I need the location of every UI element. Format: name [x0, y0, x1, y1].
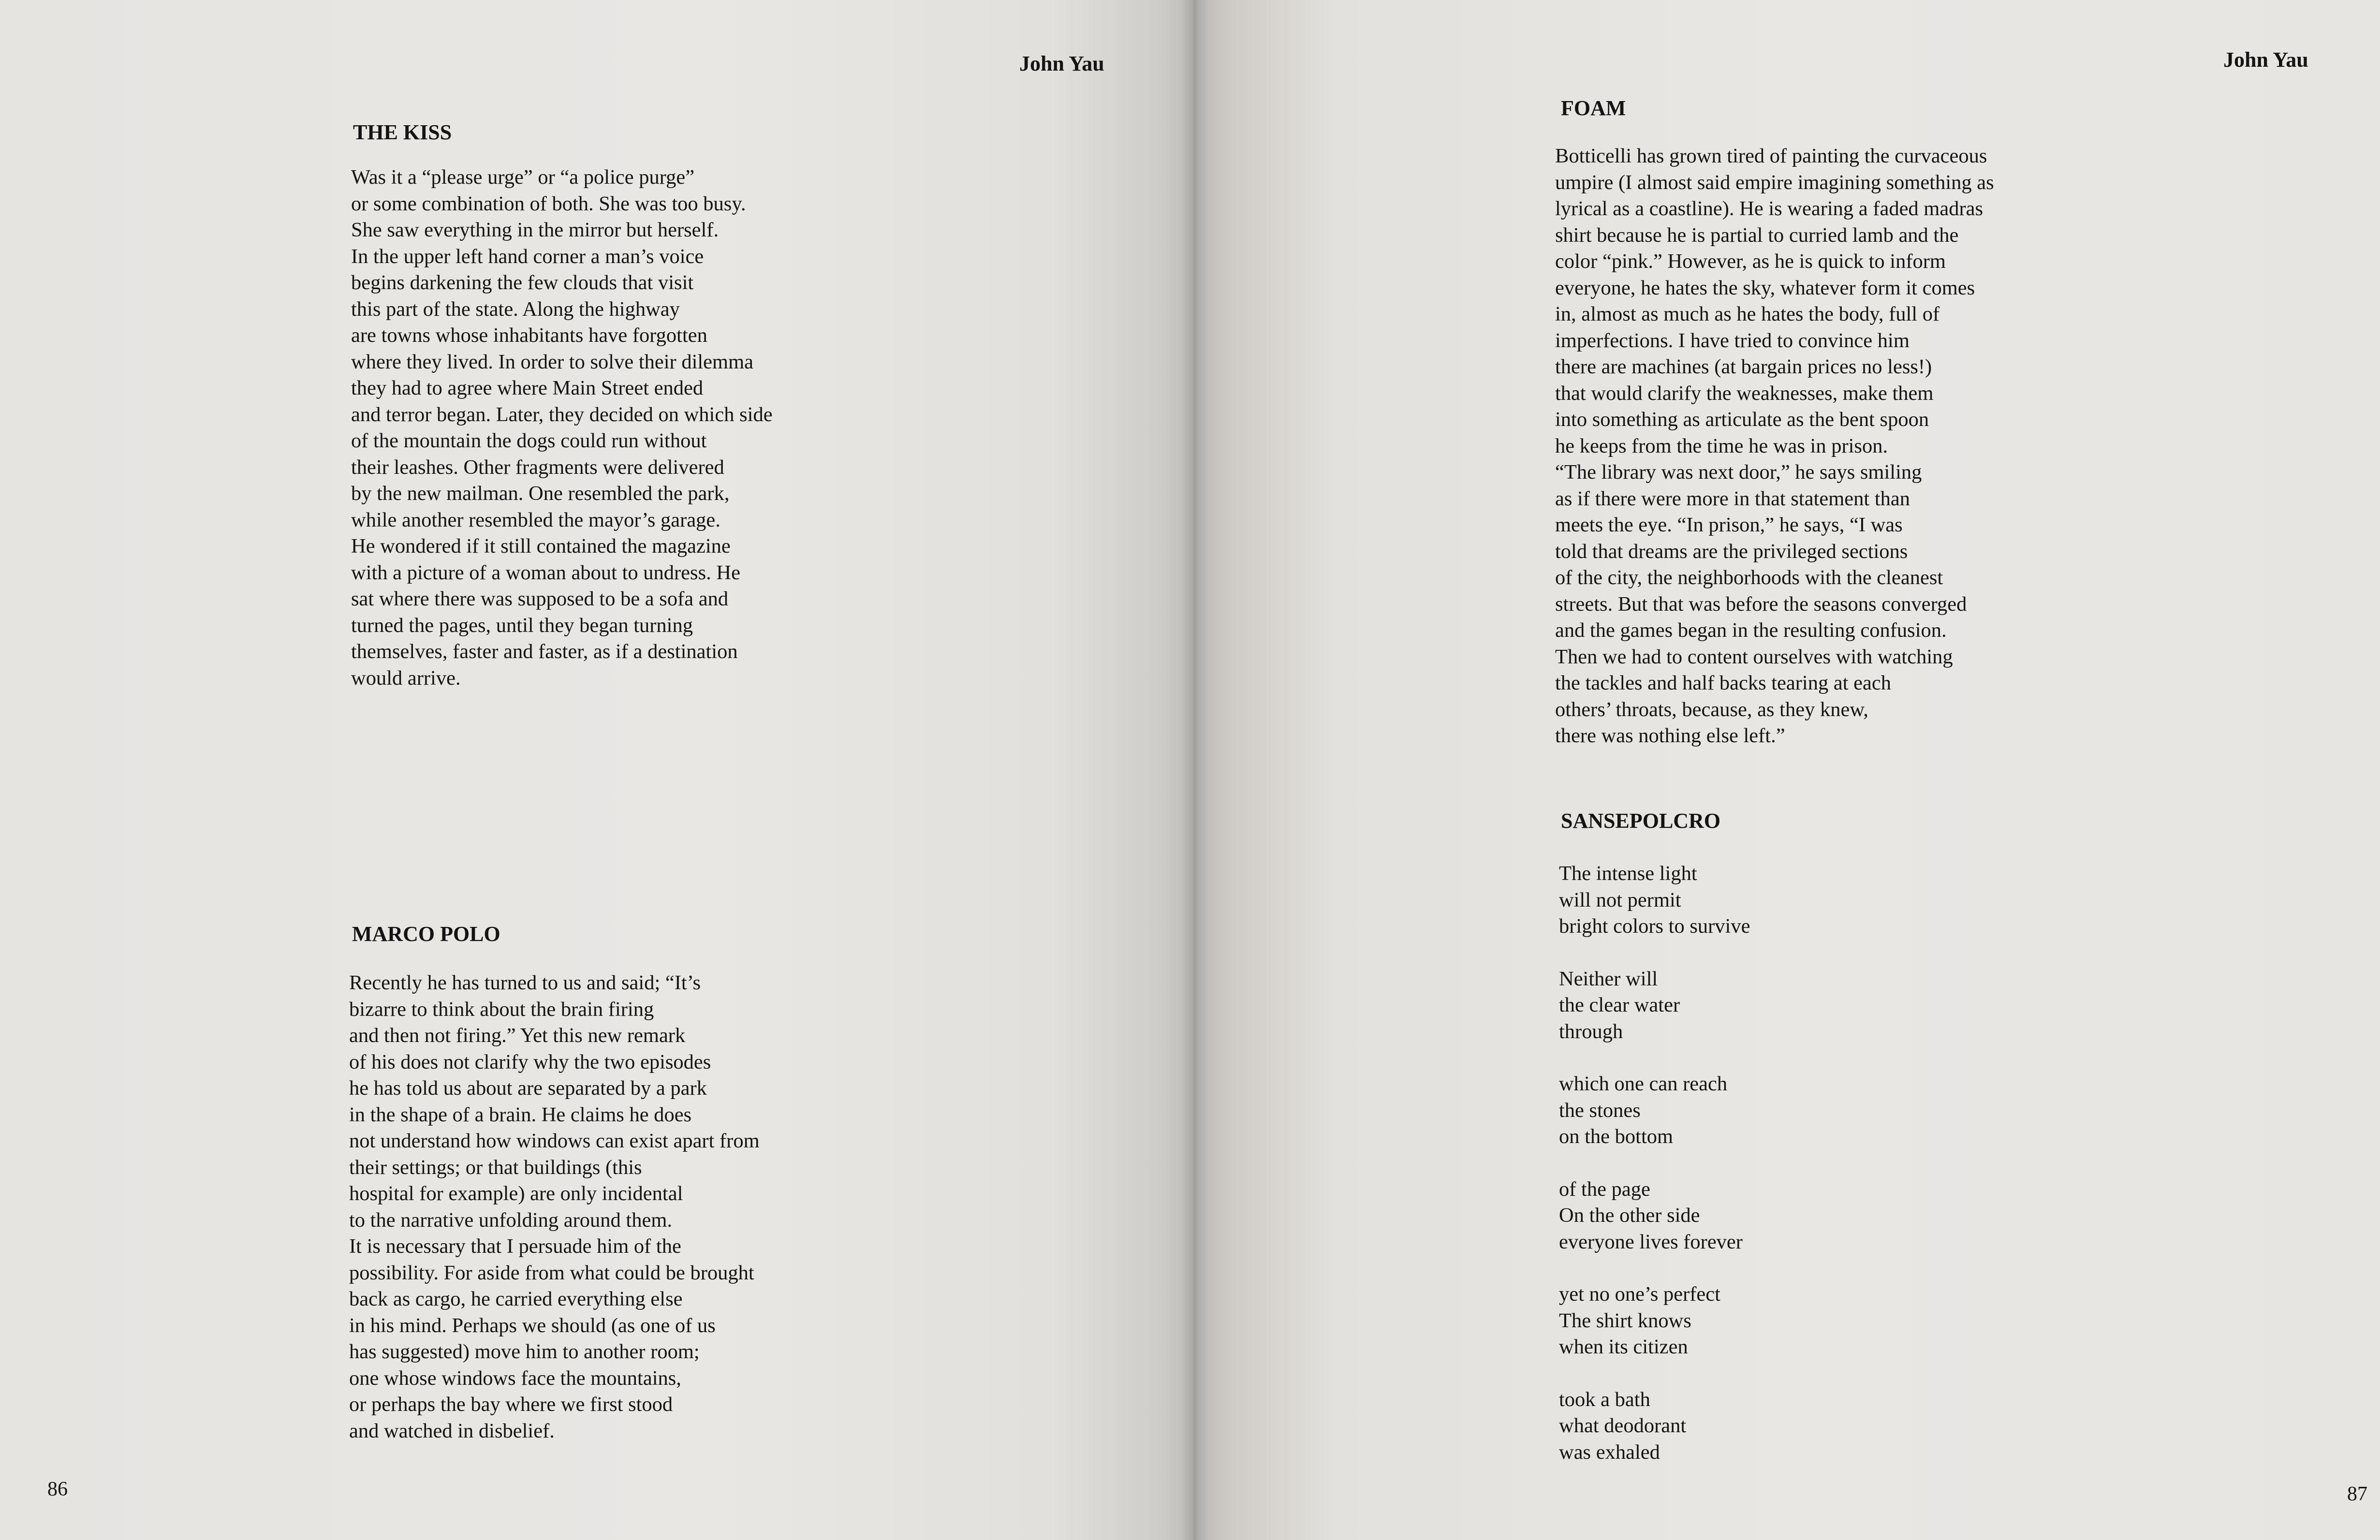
poem-line: has suggested) move him to another room;	[349, 1340, 700, 1363]
poem-line: will not permit	[1559, 888, 1681, 911]
poem-line: in, almost as much as he hates the body, full of	[1555, 303, 1940, 325]
poem-line: one whose windows face the mountains,	[349, 1366, 681, 1390]
book-gutter	[1180, 0, 1209, 1540]
poem-line: to the narrative unfolding around them.	[349, 1208, 673, 1232]
poem-line: the clear water	[1559, 994, 1680, 1016]
poem-line: he keeps from the time he was in prison.	[1555, 434, 1888, 457]
poem-line: begins darkening the few clouds that visit	[351, 271, 694, 294]
poem-line: as if there were more in that statement than	[1555, 487, 1910, 510]
poem-line: the tackles and half backs tearing at each	[1555, 672, 1892, 694]
poem-line: into something as articulate as the bent spoon	[1555, 408, 1929, 431]
stanza	[1559, 1176, 1750, 1256]
stanza	[1559, 1387, 1750, 1466]
poem-line: or perhaps the bay where we first stood	[349, 1393, 673, 1416]
poem-line: Recently he has turned to us and said; “It’s	[349, 971, 701, 994]
poem-line: others’ throats, because, as they knew,	[1555, 698, 1868, 721]
poem-line: umpire (I almost said empire imagining something as	[1555, 171, 1994, 194]
poem-line: Then we had to content ourselves with watching	[1555, 645, 1953, 668]
poem-line: She saw everything in the mirror but herself.	[351, 219, 719, 241]
poem-line: in his mind. Perhaps we should (as one of us	[349, 1314, 716, 1337]
poem-line: he has told us about are separated by a park	[349, 1077, 707, 1100]
poem-line: hospital for example) are only incidental	[349, 1182, 683, 1205]
sansepolcro-title: SANSEPOLCRO	[1561, 809, 1721, 833]
poem-line: with a picture of a woman about to undress. He	[351, 561, 740, 584]
poem-line: The intense light	[1559, 862, 1697, 885]
poem-line: streets. But that was before the seasons converged	[1555, 592, 1967, 616]
poem-line: would arrive.	[351, 666, 461, 689]
poem-line: through	[1559, 1020, 1623, 1043]
poem-line: themselves, faster and faster, as if a destination	[351, 640, 738, 663]
right-page	[1194, 0, 2380, 1540]
poem-line: everyone, he hates the sky, whatever form it comes	[1555, 276, 1975, 299]
poem-line: are towns whose inhabitants have forgotten	[351, 324, 707, 347]
right-page-number: 87	[2347, 1483, 2367, 1505]
poem-line: color “pink.” However, as he is quick to inform	[1555, 250, 1946, 273]
poem-line: told that dreams are the privileged sections	[1555, 540, 1908, 563]
poem-line: in the shape of a brain. He claims he does	[349, 1103, 692, 1126]
poem-line: turned the pages, until they began turning	[351, 614, 693, 637]
sansepolcro-poem	[1559, 861, 1750, 1466]
poem-line: where they lived. In order to solve their dilemma	[351, 350, 754, 373]
poem-line: they had to agree where Main Street ended	[351, 377, 704, 399]
poem-line: lyrical as a coastline). He is wearing a faded madras	[1555, 197, 1983, 220]
poem-line: In the upper left hand corner a man’s voice	[351, 245, 704, 268]
poem-line: Neither will	[1559, 967, 1658, 990]
poem-line: of the city, the neighborhoods with the cleanest	[1555, 566, 1943, 589]
poem-line: there was nothing else left.”	[1555, 724, 1785, 747]
poem-line: back as cargo, he carried everything else	[349, 1288, 683, 1310]
the-kiss-poem	[351, 164, 773, 691]
stanza	[1559, 966, 1750, 1045]
poem-line: or some combination of both. She was too busy.	[351, 192, 746, 215]
poem-line: of the page	[1559, 1177, 1650, 1201]
poem-line: Botticelli has grown tired of painting the curvaceous	[1555, 145, 1987, 167]
poem-line: It is necessary that I persuade him of the	[349, 1235, 681, 1258]
poem-line: not understand how windows can exist apart from	[349, 1129, 760, 1152]
right-running-head: John Yau	[2223, 48, 2308, 72]
poem-line: everyone lives forever	[1559, 1230, 1743, 1253]
left-running-head: John Yau	[1019, 52, 1104, 75]
poem-line: shirt because he is partial to curried lamb and the	[1555, 223, 1959, 247]
poem-line: and then not firing.” Yet this new remark	[349, 1024, 686, 1047]
poem-line: bizarre to think about the brain firing	[349, 997, 654, 1021]
poem-line: The shirt knows	[1559, 1309, 1691, 1332]
poem-line: when its citizen	[1559, 1335, 1688, 1358]
stanza	[1559, 1071, 1750, 1150]
poem-line: On the other side	[1559, 1204, 1700, 1227]
marco-polo-title: MARCO POLO	[352, 922, 500, 946]
poem-line: their leashes. Other fragments were delivered	[351, 455, 724, 479]
foam-poem	[1555, 143, 1994, 749]
stanza	[1559, 1281, 1750, 1361]
poem-line: and terror began. Later, they decided on which side	[351, 403, 773, 426]
poem-line: which one can reach	[1559, 1072, 1728, 1095]
poem-line: on the bottom	[1559, 1125, 1674, 1148]
poem-line: what deodorant	[1559, 1414, 1687, 1437]
poem-line: took a bath	[1559, 1388, 1650, 1411]
poem-line: their settings; or that buildings (this	[349, 1156, 642, 1179]
poem-line: was exhaled	[1559, 1440, 1660, 1464]
the-kiss-title: THE KISS	[353, 120, 452, 144]
poem-line: imperfections. I have tried to convince him	[1555, 329, 1910, 352]
stanza	[1559, 861, 1750, 940]
poem-line: of his does not clarify why the two episodes	[349, 1050, 711, 1073]
poem-line: by the new mailman. One resembled the park,	[351, 482, 730, 505]
foam-title: FOAM	[1561, 96, 1626, 120]
left-page-number: 86	[47, 1478, 68, 1500]
poem-line: “The library was next door,” he says smiling	[1555, 461, 1922, 484]
poem-line: and the games began in the resulting confusion.	[1555, 619, 1947, 642]
poem-line: meets the eye. “In prison,” he says, “I was	[1555, 513, 1903, 536]
poem-line: of the mountain the dogs could run without	[351, 429, 707, 452]
poem-line: that would clarify the weaknesses, make them	[1555, 381, 1934, 405]
poem-line: the stones	[1559, 1099, 1641, 1122]
poem-line: this part of the state. Along the highway	[351, 297, 680, 321]
poem-line: sat where there was supposed to be a sofa and	[351, 587, 729, 610]
poem-line: and watched in disbelief.	[349, 1419, 555, 1442]
poem-line: possibility. For aside from what could be brought	[349, 1261, 754, 1284]
poem-line: He wondered if it still contained the magazine	[351, 535, 731, 557]
poem-line: Was it a “please urge” or “a police purge”	[351, 166, 695, 189]
poem-line: yet no one’s perfect	[1559, 1283, 1720, 1305]
poem-line: while another resembled the mayor’s garage.	[351, 508, 720, 531]
marco-polo-poem	[349, 970, 760, 1444]
poem-line: there are machines (at bargain prices no less!)	[1555, 355, 1932, 378]
poem-line: bright colors to survive	[1559, 915, 1750, 938]
